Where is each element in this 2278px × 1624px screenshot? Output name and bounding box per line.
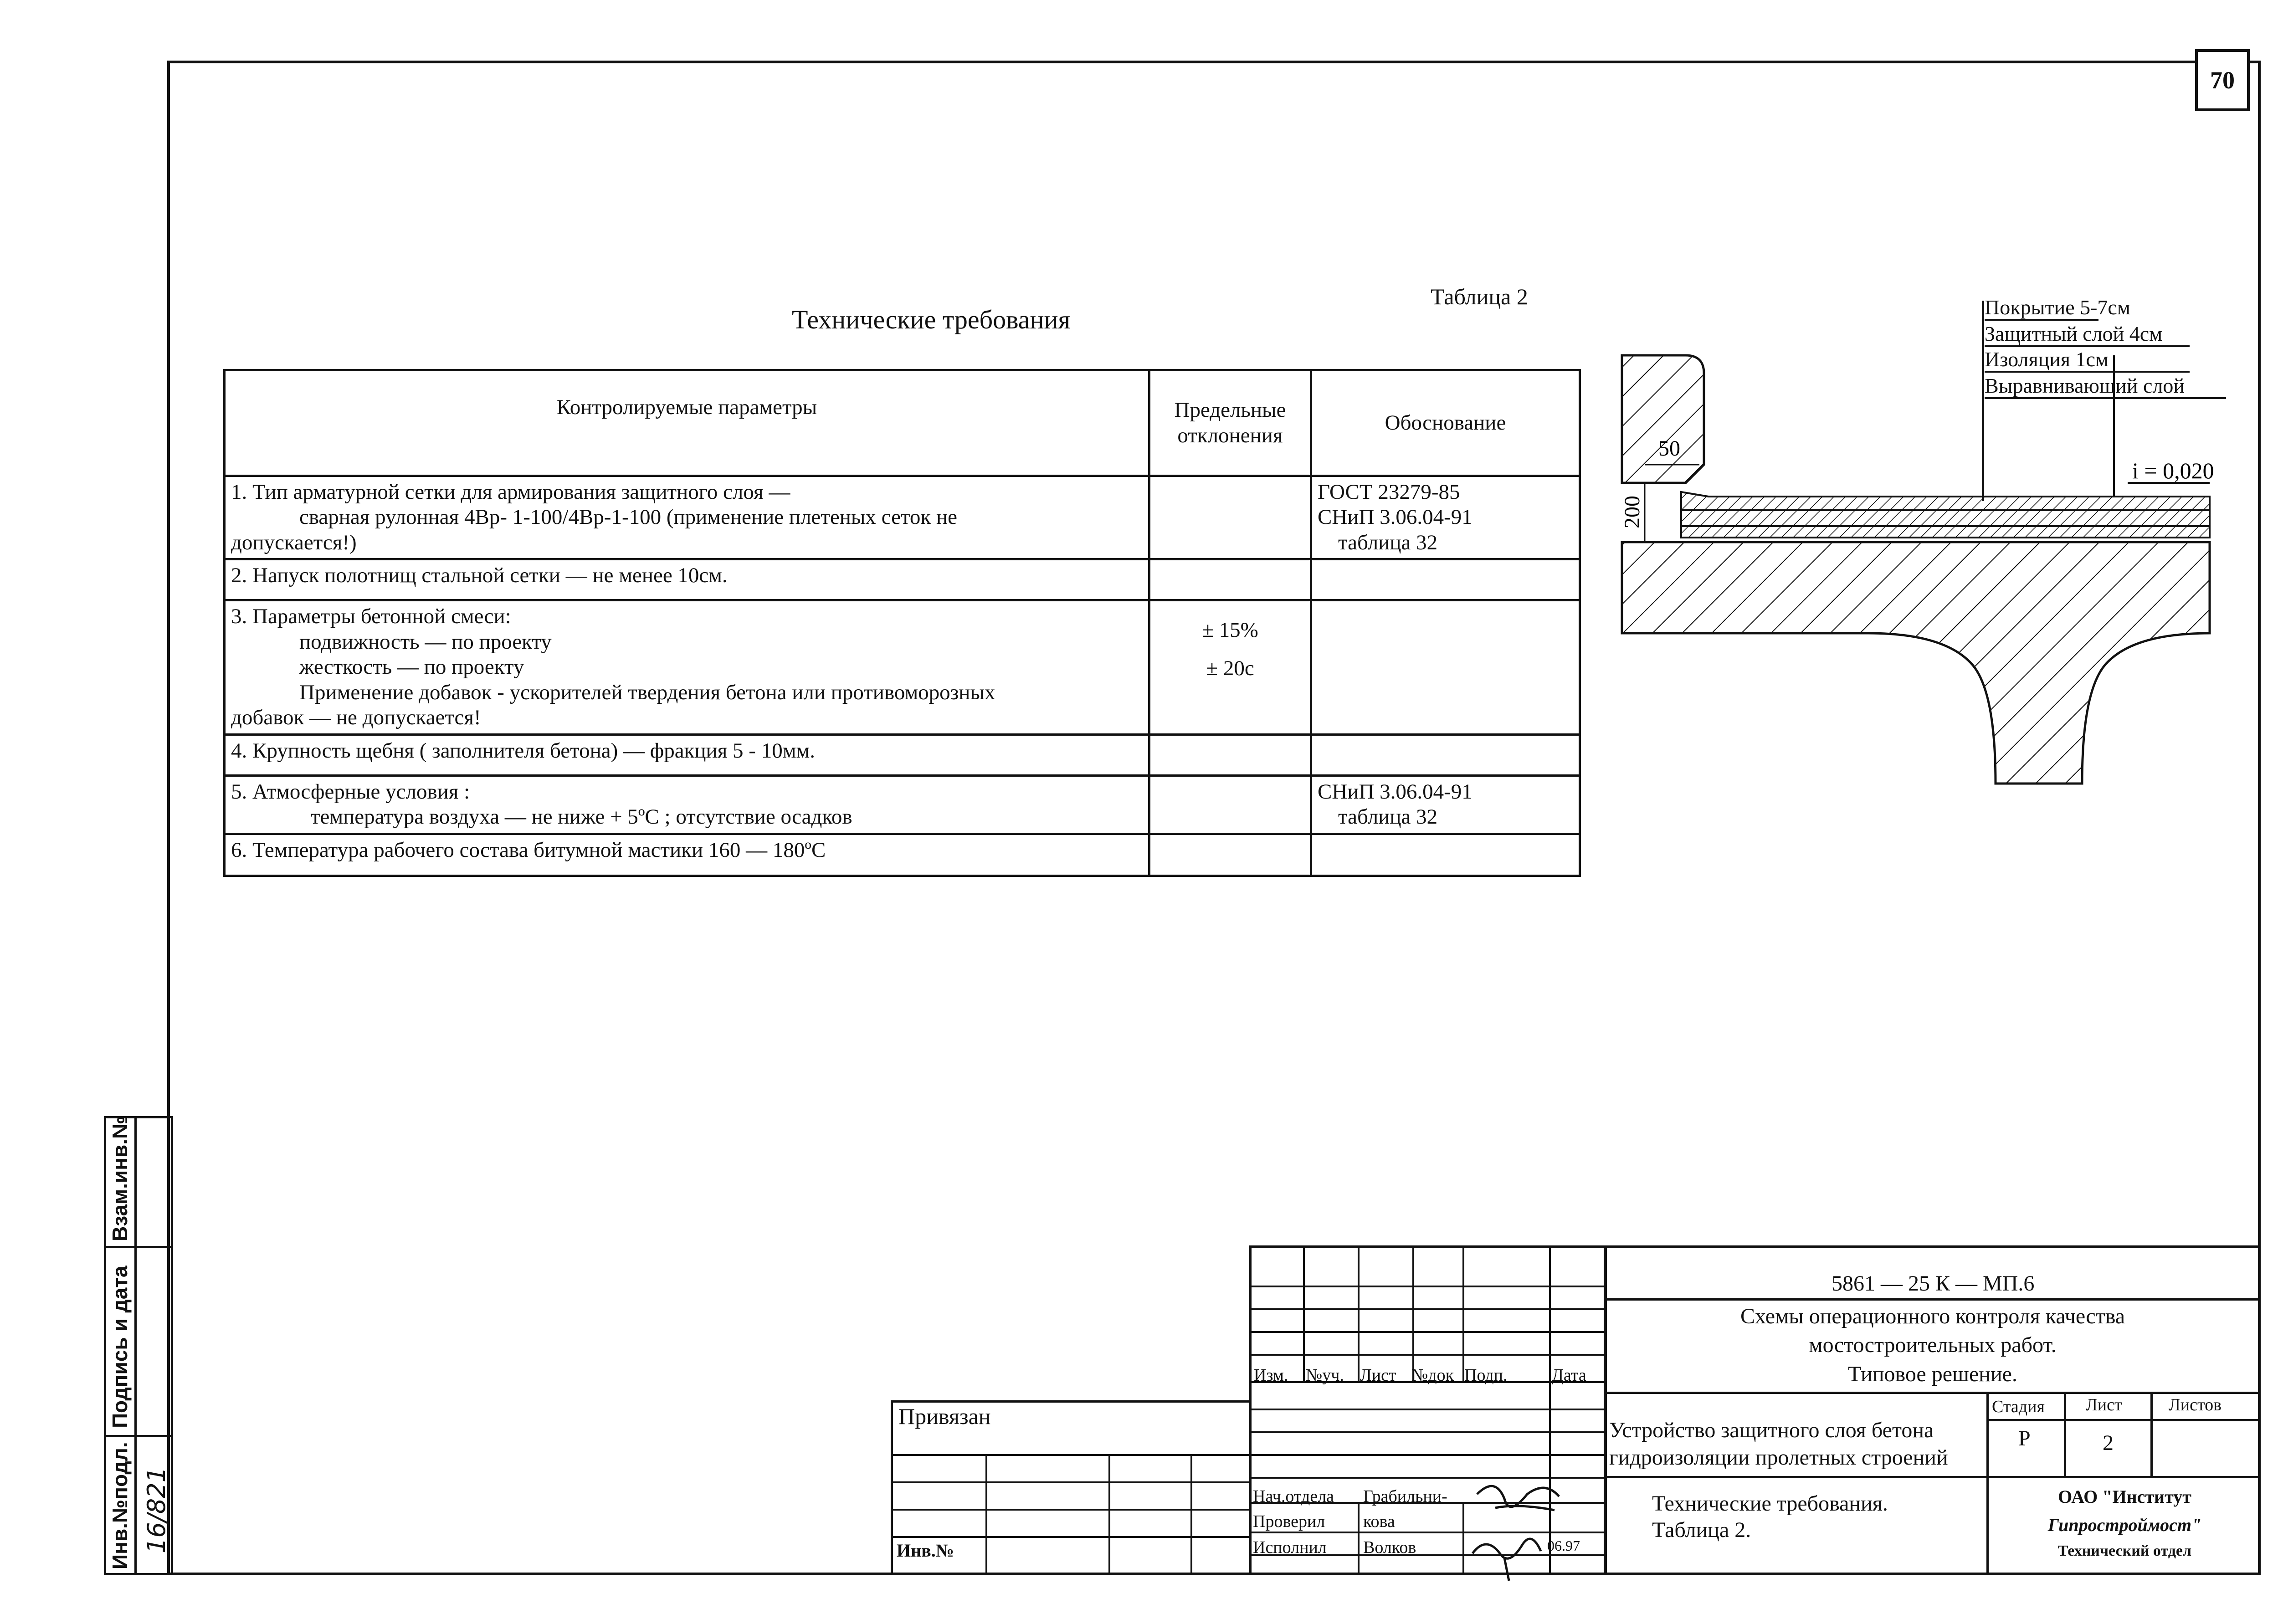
row-3-dev-1: ± 15%: [1202, 618, 1258, 642]
side-strip-line: [104, 1435, 173, 1437]
date-executed: 06.97: [1547, 1537, 1580, 1554]
deck-cross-section-drawing: [1613, 346, 2223, 838]
rev-col-change: Изм.: [1254, 1366, 1288, 1385]
row-1-line-2: сварная рулонная 4Вр- 1-100/4Вр-1-100 (применение плетеных сеток не: [299, 505, 957, 529]
doc-title: [1605, 1302, 2261, 1388]
row-3-line-2: подвижность — по проекту: [299, 630, 552, 654]
binding-label: Привязан: [898, 1404, 991, 1429]
requirements-table: [223, 369, 1581, 877]
row-1-line-1: 1. Тип арматурной сетки для армирования защитного слоя —: [231, 480, 790, 504]
rev-col-date: Дата: [1552, 1366, 1586, 1385]
signatures-image: [1468, 1476, 1573, 1585]
row-4-deviation: [1149, 734, 1311, 775]
label-inv-original: Инв.№подл.: [108, 1442, 132, 1569]
table-row: [225, 734, 1580, 775]
row-1-basis-1: ГОСТ 23279-85: [1318, 480, 1460, 504]
row-5-line-1: 5. Атмосферные условия :: [231, 779, 470, 804]
row-3-line-4: Применение добавок - ускорителей твердения бетона или противоморозных: [299, 680, 995, 704]
tb-line: [1605, 1298, 2261, 1301]
project-title: [1609, 1417, 1948, 1471]
row-5-params: [225, 775, 1149, 834]
header-params: Контролируемые параметры: [225, 370, 1149, 476]
tb-line: [1605, 1392, 2261, 1394]
row-6-params: 6. Температура рабочего состава битумной мастики 160 — 180ºС: [225, 834, 1149, 876]
role-checked: Проверил: [1253, 1512, 1325, 1531]
doc-code: 5861 — 25 К — МП.6: [1832, 1271, 2035, 1296]
row-3-line-3: жесткость — по проекту: [299, 655, 524, 679]
stage-header: Стадия: [1992, 1397, 2045, 1416]
table-row: [225, 559, 1580, 600]
page-title: Технические требования: [792, 305, 1071, 334]
rev-col-sheet: Лист: [1360, 1366, 1396, 1385]
sheet-header: Лист: [2086, 1395, 2122, 1414]
sheet-title-line-2: Таблица 2.: [1652, 1517, 1751, 1542]
name-head: Грабильни-: [1363, 1487, 1447, 1506]
row-6-basis: [1311, 834, 1580, 876]
organization: [1989, 1483, 2261, 1563]
label-replaced-inv: Взам.инв.№: [108, 1115, 132, 1241]
project-line-1: Устройство защитного слоя бетона: [1609, 1418, 1934, 1442]
tb-divider: [2150, 1392, 2153, 1476]
label-sign-date: Подпись и дата: [108, 1265, 132, 1428]
row-4-params: 4. Крупность щебня ( заполнителя бетона) — фракция 5 - 10мм.: [225, 734, 1149, 775]
org-line-3: Технический отдел: [2057, 1542, 2192, 1559]
tb-divider: [1605, 1245, 1607, 1575]
sheets-header: Листов: [2169, 1395, 2222, 1414]
role-head: Нач.отдела: [1253, 1487, 1334, 1506]
curb-shape: [1622, 355, 1704, 483]
row-5-line-2: температура воздуха — не ниже + 5ºС ; отсутствие осадков: [311, 805, 852, 829]
header-basis: Обоснование: [1311, 370, 1580, 476]
doc-title-line-3: Типовое решение.: [1848, 1362, 2017, 1386]
row-6-deviation: [1149, 834, 1311, 876]
sheet-value: 2: [2103, 1431, 2114, 1455]
layer-label-leveling: Выравнивающий слой: [1985, 375, 2226, 399]
slope-label: i = 0,020: [2132, 458, 2214, 483]
row-1-deviation: [1149, 476, 1311, 559]
tb-divider: [2064, 1392, 2066, 1476]
table-row: [225, 600, 1580, 734]
row-1-basis-2: СНиП 3.06.04-91: [1318, 505, 1472, 529]
layer-label-protective: Защитный слой 4см: [1985, 323, 2190, 347]
row-4-basis: [1311, 734, 1580, 775]
row-3-deviation: [1149, 600, 1311, 734]
side-strip-line: [104, 1246, 173, 1248]
row-5-deviation: [1149, 775, 1311, 834]
table-header-row: [225, 370, 1580, 476]
row-1-basis-3: таблица 32: [1338, 530, 1438, 554]
sheet-number: 70: [2195, 49, 2250, 111]
row-2-deviation: [1149, 559, 1311, 600]
slab-girder-shape: [1622, 542, 2210, 784]
header-deviation: Предельные отклонения: [1149, 370, 1311, 476]
table-row: [225, 775, 1580, 834]
tb-line: [1986, 1419, 2261, 1421]
legend-leader: [1982, 301, 1984, 501]
rev-col-count: №уч.: [1306, 1366, 1344, 1385]
table-row: [225, 834, 1580, 876]
role-executed: Исполнил: [1253, 1538, 1327, 1557]
dimension-200: 200: [1620, 496, 1644, 528]
layer-label-surface: Покрытие 5-7см: [1985, 297, 2098, 321]
row-1-line-3: допускается!): [231, 530, 357, 554]
row-3-line-1: 3. Параметры бетонной смеси:: [231, 605, 511, 629]
row-5-basis-2: таблица 32: [1338, 805, 1438, 829]
org-line-1: ОАО "Институт: [2058, 1486, 2191, 1507]
sheet-title: [1652, 1491, 1888, 1543]
stage-value: Р: [2018, 1426, 2031, 1450]
dimension-50: 50: [1658, 436, 1680, 461]
row-2-basis: [1311, 559, 1580, 600]
pavement-layers: [1681, 492, 2210, 538]
row-5-basis-1: СНиП 3.06.04-91: [1318, 779, 1472, 804]
name-executed: Волков: [1363, 1538, 1416, 1557]
inventory-label: Инв.№: [897, 1540, 954, 1561]
rev-col-doc: №док: [1411, 1366, 1454, 1385]
table-number: Таблица 2: [1431, 284, 1528, 309]
row-2-params: 2. Напуск полотнищ стальной сетки — не менее 10см.: [225, 559, 1149, 600]
layer-label-insulation: Изоляция 1см: [1985, 349, 2190, 373]
rev-col-sign: Подп.: [1464, 1366, 1508, 1385]
side-strip-divider: [134, 1116, 137, 1575]
row-3-params: [225, 600, 1149, 734]
row-1-basis: [1311, 476, 1580, 559]
name-checked: кова: [1363, 1512, 1395, 1531]
row-3-basis: [1311, 600, 1580, 734]
row-1-params: [225, 476, 1149, 559]
sheet-title-line-1: Технические требования.: [1652, 1491, 1888, 1516]
doc-title-line-1: Схемы операционного контроля качества: [1740, 1304, 2125, 1328]
doc-title-line-2: мостостроительных работ.: [1809, 1333, 2057, 1358]
row-3-line-5: добавок — не допускается!: [231, 706, 481, 730]
table-row: [225, 476, 1580, 559]
row-3-dev-2: ± 20с: [1206, 656, 1254, 680]
row-5-basis: [1311, 775, 1580, 834]
org-line-2: Гипростроймост": [2047, 1515, 2202, 1535]
project-line-2: гидроизоляции пролетных строений: [1609, 1445, 1948, 1470]
tb-line: [1605, 1476, 2261, 1478]
inv-original-value: 16/821: [142, 1467, 171, 1553]
